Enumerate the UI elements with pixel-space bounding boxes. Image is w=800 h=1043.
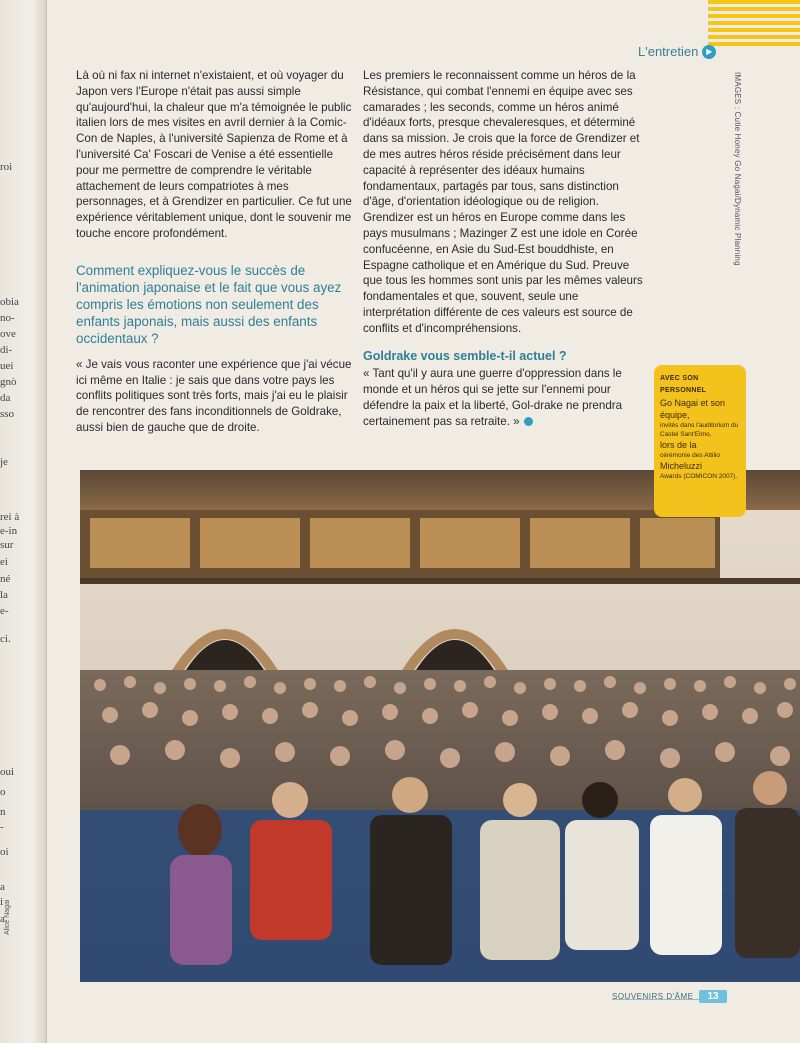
page-number: 13 [699, 990, 726, 1003]
paragraph: Là où ni fax ni internet n'existaient, et où voyager du Japon vers l'Europe n'était pas aussi simple qu'aujourd'hui, la chaleur que m'a témoignée le public italien lors de mes visites en avril dernier à la Comic-Con de Naples, à l'université Sapienza de Rome et à l'université Ca' Foscari de Venise a été essentielle pour me permettre de comprendre le véritable attachement de leurs compatriotes à mes personnages, et à Grendizer en particulier. Ce fut une expérience véritablement unique, dont le souvenir me touche encore profondément. [76, 69, 352, 240]
previous-page-fragment: ci. [0, 633, 11, 645]
previous-page-fragment: roi [0, 161, 13, 173]
caption-line: Awards (COMICON 2007). [660, 473, 738, 480]
previous-page-fragment: rei à [0, 511, 20, 523]
play-arrow-icon: ▶ [702, 45, 716, 59]
caption-line: Go Nagai et son équipe, [660, 398, 726, 420]
photo-illustration [80, 470, 800, 982]
paragraph: Les premiers le reconnaissent comme un héros de la Résistance, qui combat l'ennemi en équipe avec ses camarades ; les seconds, comme un héros animé d'idéaux forts, presque chevaleresques, et déterminé dans sa mission. Je crois que la force de Grendizer et de mes autres héros réside précisément dans leur capacité à représenter des idéaux humains fondamentaux, partagés par tous, sans distinction d'âge, d'orientation idéologique ou de religion. Grendizer est un héros en Europe comme dans les pays musulmans ; Mazinger Z est une idole en Corée confucéenne, en Asie du Sud-Est bouddhiste, en Espagne catholique et en Amérique du Sud. Preuve que tous les hommes sont unis par les mêmes valeurs fondamentales et que, souvent, seule une interprétation différente de ces valeurs est source de conflits et d'incompréhensions. [363, 69, 643, 335]
previous-page-fragment: la [0, 589, 8, 601]
previous-page-fragment: sur [0, 539, 14, 551]
previous-page-fragment: a [0, 881, 5, 893]
caption-line: Micheluzzi [660, 461, 703, 471]
previous-page-fragment: a [0, 913, 5, 925]
previous-page-fragment: e- [0, 605, 9, 617]
photo-credit: IMAGES : Cutie Honey Go Nagai/Dynamic Planning [733, 72, 742, 266]
audience-photo [80, 470, 800, 982]
rubric-label: L'entretien [638, 44, 699, 59]
paragraph-text: « Tant qu'il y aura une guerre d'oppression dans le monde et un héros qui se jette sur l'ennemi pour défendre la paix et la liberté, Gol-drake ne prendra certainement pas sa retraite. » [363, 367, 623, 428]
paragraph-final [363, 366, 645, 429]
page-footer [612, 990, 727, 1003]
interview-question: Goldrake vous semble-t-il actuel ? [363, 348, 567, 363]
footer-section-title: SOUVENIRS D'ÂME [612, 992, 694, 1001]
article-column-2 [363, 68, 645, 430]
previous-page-fragment: ei [0, 556, 8, 568]
previous-page-fragment: gnò [0, 376, 17, 388]
previous-page-fragment: obia [0, 296, 19, 308]
previous-page-credit: Alice Nagai [4, 899, 11, 935]
previous-page-fragment: i [0, 896, 4, 908]
previous-page-fragment: da [0, 392, 11, 404]
previous-page-fragment: uei [0, 360, 14, 372]
article-column-1 [76, 68, 358, 436]
caption-label: AVEC SON PERSONNEL [660, 375, 707, 394]
previous-page-fragment: je [0, 456, 8, 468]
previous-page-fragment: oi [0, 846, 9, 858]
paragraph: « Je vais vous raconter une expérience que j'ai vécue ici même en Italie : je sais que dans votre pays les conflits politiques sont très forts, mais j'ai eu le plaisir de rencontrer des fans inconditionnels de Goldrake, aussi bien de gauche que de droite. [76, 357, 352, 434]
previous-page-fragment: sso [0, 408, 15, 420]
caption-line: cérémonie des Attilio [660, 452, 720, 459]
caption-line: lors de la [660, 440, 697, 450]
previous-page-fragment: o [0, 786, 6, 798]
previous-page-fragment: n [0, 806, 6, 818]
section-rubric [638, 44, 716, 59]
previous-page-fragment: e-in [0, 525, 18, 537]
previous-page-fragment: di- [0, 344, 13, 356]
previous-page-fragment: ove [0, 328, 16, 340]
caption-line: invités dans l'auditorium du Castel Sant'Elmo, [660, 422, 739, 438]
photo-caption [654, 365, 746, 517]
end-mark-icon [524, 417, 533, 426]
previous-page-edge [0, 0, 47, 1043]
previous-page-fragment: no- [0, 312, 15, 324]
previous-page-fragment: - [0, 821, 4, 833]
interview-question: Comment expliquez-vous le succès de l'animation japonaise et le fait que vous ayez compris les émotions non seulement des enfants japonais, mais aussi des enfants occidentaux ? [76, 262, 342, 346]
previous-page-fragment: né [0, 573, 11, 585]
decorative-stripes [708, 0, 800, 46]
previous-page-fragment: oui [0, 766, 15, 778]
